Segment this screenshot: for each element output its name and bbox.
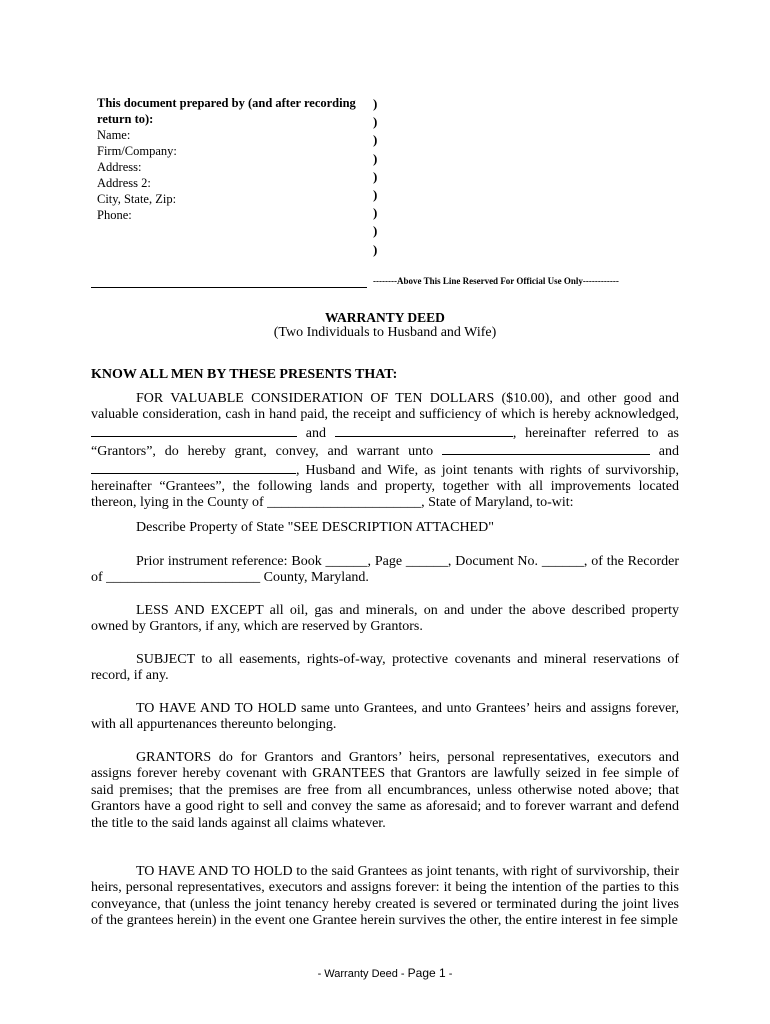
paren: ) <box>373 114 378 130</box>
bracket-column <box>373 95 385 259</box>
paren: ) <box>373 223 378 239</box>
prepared-heading-2: return to): <box>97 112 154 126</box>
grantee-1-blank <box>442 442 650 455</box>
to-have-paragraph <box>91 701 679 734</box>
signature-line <box>91 287 367 288</box>
page-footer <box>0 966 770 980</box>
document-subtitle: (Two Individuals to Husband and Wife) <box>273 325 497 340</box>
covenant-text: GRANTORS do for Grantors and Grantors’ heirs, personal representatives, executors and assigns forever hereby covenant with GRANTEES that Grantors are lawfully seized in fee simple of said premises; that the premises are free from all encumbrances, unless otherwise noted above; that Grantors have a good right to sell and convey the same as aforesaid; and to forever warrant and defend the title to the said lands against all claims whatever. <box>91 750 679 831</box>
paren: ) <box>373 205 378 221</box>
consideration-and-1: and <box>297 425 335 441</box>
joint-tenants-text: TO HAVE AND TO HOLD to the said Grantees as joint tenants, with right of survivorship, their heirs, personal representatives, executors and assigns forever: it being the intention of the parties to this conveyance, that (unless the joint tenancy hereby created is severed or terminated during the joint lives of the grantees herein) in the event one Grantee herein survives the other, the entire interest in fee simple <box>91 864 679 929</box>
footer-prefix: - Warranty Deed - <box>317 968 408 980</box>
field-firm: Firm/Company: <box>97 144 177 158</box>
paren: ) <box>373 132 378 148</box>
footer-suffix: - <box>445 968 453 980</box>
consideration-part-3: , Husband and Wife, as joint tenants with rights of survivorship, hereinafter “Grantees”, the following lands and property, together with all improvements located thereon, lying in the County of ______________________, State of Maryland, to-wit: <box>91 462 679 511</box>
reserved-notice: --------Above This Line Reserved For Official Use Only------------ <box>373 276 619 286</box>
describe-text: Describe Property of State "SEE DESCRIPTION ATTACHED" <box>136 520 494 535</box>
less-except-paragraph <box>91 603 679 636</box>
paren: ) <box>373 168 378 184</box>
subject-paragraph <box>91 652 679 685</box>
consideration-paragraph <box>91 391 679 512</box>
subject-text: SUBJECT to all easements, rights-of-way, protective covenants and mineral reservations of record, if any. <box>91 652 679 684</box>
field-phone: Phone: <box>97 208 132 222</box>
grantee-2-blank <box>91 461 296 474</box>
paren: ) <box>373 150 378 166</box>
prior-reference-paragraph <box>91 554 679 587</box>
paren: ) <box>373 241 378 257</box>
field-address-2: Address 2: <box>97 176 151 190</box>
less-except-text: LESS AND EXCEPT all oil, gas and minerals, on and under the above described property owned by Grantors, if any, which are reserved by Grantors. <box>91 603 679 635</box>
prepared-by-block <box>97 95 367 223</box>
footer-page-number: Page 1 <box>407 966 446 980</box>
document-title: WARRANTY DEED <box>325 310 445 325</box>
describe-paragraph <box>91 520 679 536</box>
covenant-paragraph <box>91 750 679 832</box>
consideration-part-1: FOR VALUABLE CONSIDERATION OF TEN DOLLARS ($10.00), and other good and valuable consideration, cash in hand paid, the receipt and sufficiency of which is hereby acknowledged, <box>91 391 679 423</box>
paren: ) <box>373 96 378 111</box>
field-name: Name: <box>97 128 131 142</box>
to-have-text: TO HAVE AND TO HOLD same unto Grantees, and unto Grantees’ heirs and assigns forever, with all appurtenances thereunto belonging. <box>91 701 679 733</box>
grantor-1-blank <box>91 424 297 437</box>
field-address: Address: <box>97 160 142 174</box>
consideration-and-2: and <box>649 444 679 460</box>
grantor-2-blank <box>335 424 513 437</box>
prior-reference-text: Prior instrument reference: Book ______, Page ______, Document No. ______, of the Recorder of ______________________ County, Maryland. <box>91 554 679 586</box>
field-city-state-zip: City, State, Zip: <box>97 192 177 206</box>
prepared-heading-1: This document prepared by (and after recording <box>97 96 356 110</box>
consideration-part-2: , hereinafter referred to as “Grantors”, do hereby grant, convey, and warrant unto <box>91 425 679 460</box>
paren: ) <box>373 187 378 203</box>
joint-tenants-paragraph <box>91 864 679 930</box>
know-all-heading: KNOW ALL MEN BY THESE PRESENTS THAT: <box>91 367 398 382</box>
